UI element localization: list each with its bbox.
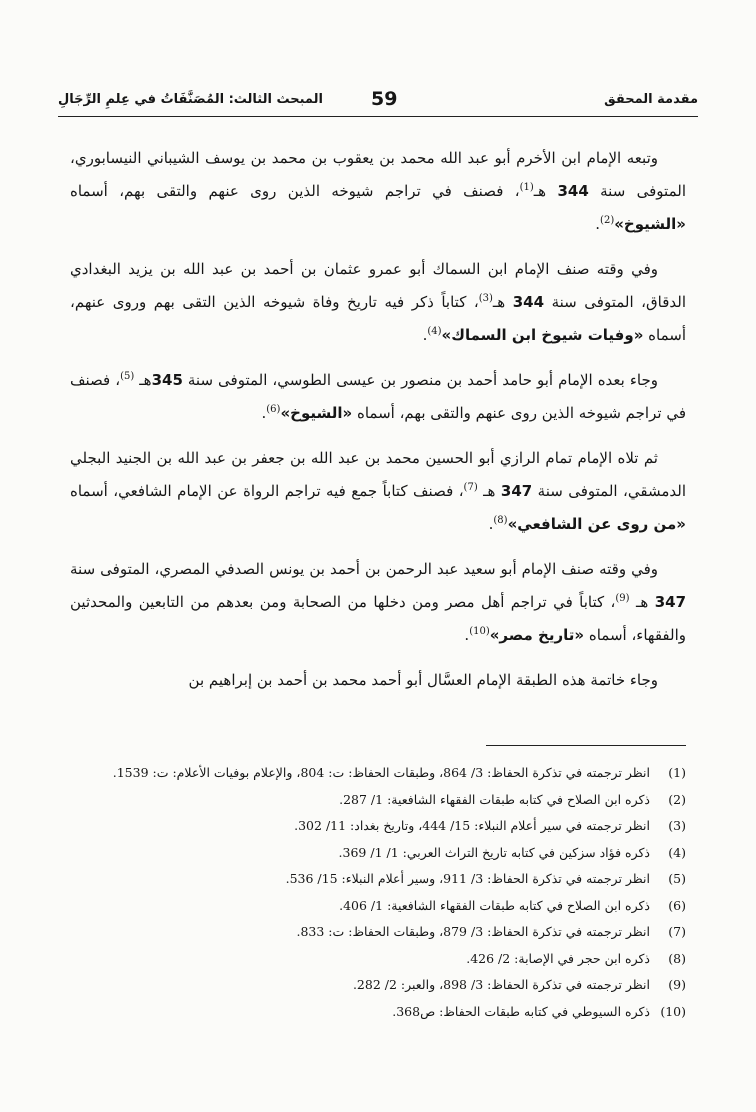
paragraph xyxy=(70,364,686,430)
text-run: هـ xyxy=(134,371,152,389)
emphasized-text: 347 xyxy=(654,593,687,611)
footnote-number: (1) xyxy=(668,765,686,780)
footnote-text: ذكره ابن حجر في الإصابة: 2/ 426. xyxy=(466,950,650,966)
emphasized-text: «وفيات شيوخ ابن السماك» xyxy=(441,326,644,344)
text-run: ، فصنف في تراجم شيوخه الذين روى عنهم والتقى بهم، أسماه xyxy=(70,371,686,422)
footnote-reference[interactable]: (7) xyxy=(463,482,478,493)
footnote-number: (7) xyxy=(668,924,686,939)
text-run: . xyxy=(464,626,470,644)
text-run: . xyxy=(422,326,428,344)
footnote-reference[interactable]: (8) xyxy=(493,515,508,526)
footnote-number: (6) xyxy=(668,897,686,913)
header-rule xyxy=(58,116,698,117)
paragraph xyxy=(70,553,686,652)
footnote-text: ذكره السيوطي في كتابه طبقات الحفاظ: ص368. xyxy=(392,1003,650,1019)
paragraph xyxy=(70,442,686,541)
paragraph xyxy=(70,142,686,241)
footnote-number: (9) xyxy=(668,977,686,992)
emphasized-text: «الشيوخ» xyxy=(280,404,353,422)
text-run: هـ xyxy=(492,293,513,311)
emphasized-text: «الشيوخ» xyxy=(614,215,686,233)
text-run: هـ xyxy=(477,482,501,500)
text-run: ، فصنف في تراجم شيوخه الذين روى عنهم والتقى بهم، أسماه xyxy=(70,182,520,200)
footnote-number: (4) xyxy=(668,844,686,860)
footnote-text: ذكره فؤاد سزكين في كتابه تاريخ التراث العربي: 1/ 1/ 369. xyxy=(338,844,650,860)
footnote-number: (2) xyxy=(668,791,686,807)
paragraph xyxy=(70,253,686,352)
text-run: وفي وقته صنف الإمام أبو سعيد عبد الرحمن بن أحمد بن يونس الصدفي المصري، المتوفى سنة xyxy=(70,560,658,578)
text-run: ثم تلاه الإمام تمام الرازي أبو الحسين محمد بن عبد الله بن جعفر بن عبد الله بن الجنيد البجلي الدمشقي، المتوفى سنة xyxy=(70,449,686,500)
footnote-reference[interactable]: (3) xyxy=(478,293,493,304)
footnote-reference[interactable]: (9) xyxy=(615,593,630,604)
footnote-reference[interactable]: (5) xyxy=(120,371,135,382)
text-run: وتبعه الإمام ابن الأخرم أبو عبد الله محمد بن يعقوب بن محمد بن يوسف الشيباني النيسابوري، المتوفى سنة xyxy=(70,149,686,200)
footnote xyxy=(70,840,686,867)
footnote-reference[interactable]: (10) xyxy=(469,626,490,637)
emphasized-text: 344 xyxy=(557,182,589,200)
text-run: ، كتاباً في تراجم أهل مصر ومن دخلها من الصحابة ومن بعدهم من التابعين والمحدثين والفقهاء، أسماه xyxy=(70,593,686,644)
footnote-reference[interactable]: (1) xyxy=(519,182,534,193)
text-run: وجاء بعده الإمام أبو حامد أحمد بن منصور بن عيسى الطوسي، المتوفى سنة xyxy=(182,371,658,389)
footnote-text: انظر ترجمته في تذكرة الحفاظ: 3/ 864، وطبقات الحفاظ: ت: 804، والإعلام بوفيات الأعلام: ت: 1539. xyxy=(112,765,650,780)
text-run: وجاء خاتمة هذه الطبقة الإمام العسَّال أبو أحمد محمد بن أحمد بن إبراهيم بن xyxy=(188,671,658,689)
text-run: . xyxy=(595,215,601,233)
footnote xyxy=(70,972,686,999)
footnotes xyxy=(70,760,686,1025)
footnote-number: (3) xyxy=(668,818,686,833)
footnote-number: (8) xyxy=(668,950,686,966)
text-run: ، فصنف كتاباً جمع فيه تراجم الرواة عن الإمام الشافعي، أسماه xyxy=(70,482,464,500)
footnote-number: (10) xyxy=(660,1003,686,1019)
page-number: 59 xyxy=(371,88,398,110)
emphasized-text: 345 xyxy=(151,371,183,389)
footnote xyxy=(70,866,686,893)
footnote-text: انظر ترجمته في تذكرة الحفاظ: 3/ 911، وسير أعلام النبلاء: 15/ 536. xyxy=(285,871,650,886)
footnote-number: (5) xyxy=(668,871,686,886)
text-run: ، كتاباً ذكر فيه تاريخ وفاة شيوخه الذين التقى بهم وروى عنهم، أسماه xyxy=(70,293,686,344)
text-run: وفي وقته صنف الإمام ابن السماك أبو عمرو عثمان بن أحمد بن عبد الله بن يزيد البغدادي الدقاق، المتوفى سنة xyxy=(70,260,686,311)
footnote-text: انظر ترجمته في سير أعلام النبلاء: 15/ 444، وتاريخ بغداد: 11/ 302. xyxy=(294,818,650,833)
footnote xyxy=(70,760,686,787)
footnote-reference[interactable]: (4) xyxy=(427,326,442,337)
footnote xyxy=(70,787,686,814)
footnote-text: ذكره ابن الصلاح في كتابه طبقات الفقهاء الشافعية: 1/ 406. xyxy=(339,897,650,913)
footnote xyxy=(70,813,686,840)
footnote xyxy=(70,919,686,946)
chapter-title: المبحث الثالث: المُصَنَّفَاتُ في عِلمِ الرِّجَالِ xyxy=(58,92,323,107)
emphasized-text: «من روى عن الشافعي» xyxy=(507,515,686,533)
text-run: . xyxy=(261,404,267,422)
emphasized-text: 344 xyxy=(512,293,545,311)
main-text xyxy=(70,142,686,709)
footnote xyxy=(70,999,686,1026)
emphasized-text: 347 xyxy=(500,482,533,500)
footnote-text: ذكره ابن الصلاح في كتابه طبقات الفقهاء الشافعية: 1/ 287. xyxy=(339,791,650,807)
book-section-title: مقدمة المحقق xyxy=(604,92,698,107)
emphasized-text: «تاريخ مصر» xyxy=(489,626,585,644)
paragraph xyxy=(70,664,686,697)
running-header xyxy=(58,88,698,112)
footnote-text: انظر ترجمته في تذكرة الحفاظ: 3/ 879، وطبقات الحفاظ: ت: 833. xyxy=(296,924,650,939)
text-run: هـ xyxy=(629,593,655,611)
footnote xyxy=(70,893,686,920)
footnote-reference[interactable]: (2) xyxy=(600,215,615,226)
text-run: . xyxy=(488,515,494,533)
footnote-separator xyxy=(486,745,686,746)
footnote-reference[interactable]: (6) xyxy=(266,404,281,415)
footnote xyxy=(70,946,686,973)
footnote-text: انظر ترجمته في تذكرة الحفاظ: 3/ 898، والعبر: 2/ 282. xyxy=(352,977,650,992)
text-run: هـ xyxy=(533,182,558,200)
